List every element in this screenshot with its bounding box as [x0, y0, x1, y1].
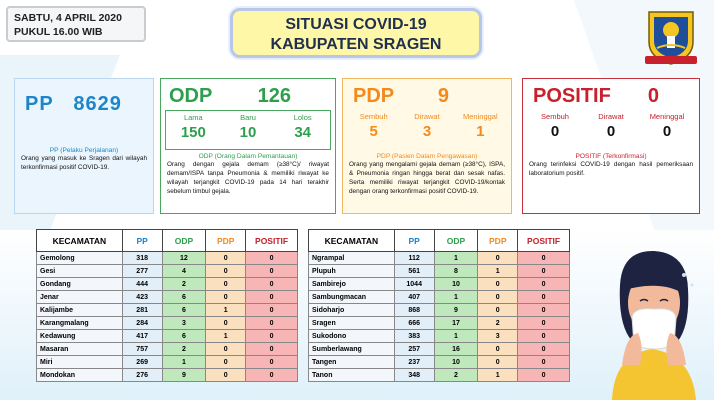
- cell-odp: 2: [162, 343, 206, 356]
- cell-positif: 0: [518, 252, 570, 265]
- table-row: [37, 304, 298, 317]
- cell-positif: 0: [246, 265, 298, 278]
- odp-baru-value: 10: [239, 124, 257, 141]
- cell-odp: 10: [434, 356, 478, 369]
- cell-pdp: 0: [478, 304, 518, 317]
- positif-desc-title: POSITIF (Terkonfirmasi): [575, 153, 647, 160]
- positif-dirawat-label: Dirawat: [598, 112, 624, 121]
- cell-odp: 6: [162, 291, 206, 304]
- table-1-body: [37, 252, 298, 382]
- cell-positif: 0: [518, 330, 570, 343]
- cell-pp: 318: [122, 252, 162, 265]
- cell-pp: 237: [394, 356, 434, 369]
- header-positif: POSITIF: [518, 230, 570, 252]
- odp-lama-label: Lama: [183, 113, 203, 122]
- cell-kecamatan: Gondang: [37, 278, 123, 291]
- pdp-label: PDP: [353, 85, 395, 107]
- cell-pdp: 0: [478, 252, 518, 265]
- cell-odp: 6: [162, 330, 206, 343]
- cell-odp: 16: [434, 343, 478, 356]
- pdp-value: 9: [437, 85, 449, 107]
- table-row: [37, 291, 298, 304]
- table-row: [37, 265, 298, 278]
- cell-pp: 757: [122, 343, 162, 356]
- cell-pdp: 0: [206, 343, 246, 356]
- cell-pp: 284: [122, 317, 162, 330]
- cell-pp: 407: [394, 291, 434, 304]
- cell-pp: 112: [394, 252, 434, 265]
- cell-odp: 8: [434, 265, 478, 278]
- cell-positif: 0: [246, 304, 298, 317]
- table-row: [309, 278, 570, 291]
- odp-card: [160, 78, 336, 214]
- cell-odp: 9: [162, 369, 206, 382]
- odp-header: [161, 79, 335, 108]
- page-title: [230, 8, 482, 58]
- pdp-sembuh-label: Sembuh: [359, 112, 388, 121]
- pp-label: PP: [25, 93, 54, 115]
- pp-card: [14, 78, 154, 214]
- cell-pdp: 0: [206, 317, 246, 330]
- cell-odp: 2: [162, 278, 206, 291]
- table-row: [309, 369, 570, 382]
- table-row: [37, 369, 298, 382]
- positif-dirawat: [583, 110, 639, 150]
- table-row: [309, 291, 570, 304]
- header-pdp: PDP: [478, 230, 518, 252]
- cell-positif: 0: [518, 343, 570, 356]
- cell-positif: 0: [518, 317, 570, 330]
- cell-positif: 0: [246, 317, 298, 330]
- table-row: [309, 330, 570, 343]
- cell-pdp: 0: [478, 356, 518, 369]
- kecamatan-table-1: [36, 229, 298, 382]
- cell-pdp: 0: [478, 343, 518, 356]
- odp-label: ODP: [169, 85, 213, 107]
- cell-kecamatan: Masaran: [37, 343, 123, 356]
- cell-kecamatan: Sambungmacan: [309, 291, 395, 304]
- cell-pp: 269: [122, 356, 162, 369]
- cell-pp: 444: [122, 278, 162, 291]
- pp-header: [15, 79, 153, 129]
- pdp-breakdown: [347, 110, 507, 150]
- pdp-meninggal-value: 1: [476, 123, 485, 140]
- table-row: [37, 356, 298, 369]
- cell-positif: 0: [518, 291, 570, 304]
- cell-kecamatan: Sidoharjo: [309, 304, 395, 317]
- cell-pdp: 0: [206, 291, 246, 304]
- positif-header: [523, 79, 699, 108]
- header-kecamatan: KECAMATAN: [309, 230, 395, 252]
- positif-desc: Orang terinfeksi COVID-19 dengan hasil pemeriksaan laboratorium positif.: [529, 161, 693, 177]
- pdp-sembuh-value: 5: [369, 123, 378, 140]
- positif-meninggal: [639, 110, 695, 150]
- cell-odp: 12: [162, 252, 206, 265]
- odp-lolos-label: Lolos: [293, 113, 312, 122]
- cell-odp: 10: [434, 278, 478, 291]
- odp-desc: Orang dengan gejala demam (≥38°C)/ riwayat demam/ISPA tanpa Pneumonia & memiliki riwayat ke wilayah terjangkit COVID-19 pada 14 hari terakhir sebelum timbul gejala.: [167, 161, 329, 195]
- odp-lolos: [275, 111, 330, 149]
- pp-desc-title: PP (Pelaku Perjalanan): [49, 147, 119, 154]
- cell-kecamatan: Tanon: [309, 369, 395, 382]
- header-positif: POSITIF: [246, 230, 298, 252]
- positif-sembuh-value: 0: [550, 123, 560, 140]
- pdp-meninggal-label: Meninggal: [463, 112, 498, 121]
- header-pp: PP: [394, 230, 434, 252]
- cell-kecamatan: Mondokan: [37, 369, 123, 382]
- cell-pp: 666: [394, 317, 434, 330]
- positif-label: POSITIF: [533, 85, 611, 107]
- header-odp: ODP: [162, 230, 206, 252]
- cell-positif: 0: [246, 291, 298, 304]
- table-row: [309, 343, 570, 356]
- pdp-card: [342, 78, 512, 214]
- cell-positif: 0: [246, 369, 298, 382]
- cell-kecamatan: Kalijambe: [37, 304, 123, 317]
- pdp-dirawat: [400, 110, 453, 150]
- cell-kecamatan: Jenar: [37, 291, 123, 304]
- cell-positif: 0: [246, 330, 298, 343]
- cell-kecamatan: Plupuh: [309, 265, 395, 278]
- cell-positif: 0: [246, 343, 298, 356]
- emblem-icon: [643, 8, 699, 66]
- table-row: [309, 356, 570, 369]
- table-header-row: [309, 230, 570, 252]
- cell-odp: 1: [434, 330, 478, 343]
- cell-pp: 257: [394, 343, 434, 356]
- cell-pdp: 3: [478, 330, 518, 343]
- pp-value: 8629: [73, 93, 122, 115]
- cell-odp: 3: [162, 317, 206, 330]
- cell-kecamatan: Sambirejo: [309, 278, 395, 291]
- cell-positif: 0: [518, 304, 570, 317]
- positif-meninggal-value: 0: [662, 123, 672, 140]
- table-row: [37, 317, 298, 330]
- cell-odp: 1: [162, 356, 206, 369]
- cell-pp: 348: [394, 369, 434, 382]
- cell-pp: 383: [394, 330, 434, 343]
- cell-pp: 561: [394, 265, 434, 278]
- cell-positif: 0: [246, 252, 298, 265]
- positif-card: [522, 78, 700, 214]
- table-row: [37, 252, 298, 265]
- cell-pdp: 0: [478, 291, 518, 304]
- cell-pdp: 0: [206, 356, 246, 369]
- cell-odp: 17: [434, 317, 478, 330]
- positif-value: 0: [647, 85, 659, 107]
- positif-sembuh-label: Sembuh: [541, 112, 569, 121]
- cell-pp: 1044: [394, 278, 434, 291]
- cell-pp: 276: [122, 369, 162, 382]
- header-pp: PP: [122, 230, 162, 252]
- header-odp: ODP: [434, 230, 478, 252]
- cell-odp: 4: [162, 265, 206, 278]
- pdp-sembuh: [347, 110, 400, 150]
- pdp-meninggal: [454, 110, 507, 150]
- pp-desc: Orang yang masuk ke Sragen dari wilayah terkonfirmasi positif COVID-19.: [21, 155, 147, 171]
- cell-odp: 9: [434, 304, 478, 317]
- table-row: [309, 252, 570, 265]
- odp-baru-label: Baru: [240, 113, 256, 122]
- cell-positif: 0: [518, 356, 570, 369]
- cell-kecamatan: Karangmalang: [37, 317, 123, 330]
- table-row: [309, 304, 570, 317]
- odp-value: 126: [257, 85, 291, 107]
- cell-kecamatan: Ngrampal: [309, 252, 395, 265]
- table-row: [37, 278, 298, 291]
- person-sneezing-icon: [592, 245, 714, 400]
- cell-kecamatan: Sukodono: [309, 330, 395, 343]
- cell-odp: 1: [434, 252, 478, 265]
- cell-pp: 868: [394, 304, 434, 317]
- cell-kecamatan: Gesi: [37, 265, 123, 278]
- cell-pdp: 0: [206, 278, 246, 291]
- odp-lama: [166, 111, 221, 149]
- header-pdp: PDP: [206, 230, 246, 252]
- table-row: [37, 330, 298, 343]
- cell-positif: 0: [246, 278, 298, 291]
- odp-lolos-value: 34: [294, 124, 312, 141]
- cell-kecamatan: Kedawung: [37, 330, 123, 343]
- cell-kecamatan: Gemolong: [37, 252, 123, 265]
- cell-pdp: 1: [478, 265, 518, 278]
- cell-positif: 0: [518, 369, 570, 382]
- cell-pp: 423: [122, 291, 162, 304]
- cell-pp: 417: [122, 330, 162, 343]
- pdp-header: [343, 79, 511, 108]
- pdp-dirawat-label: Dirawat: [414, 112, 440, 121]
- cell-kecamatan: Sragen: [309, 317, 395, 330]
- positif-dirawat-value: 0: [606, 123, 616, 140]
- cell-pdp: 0: [206, 252, 246, 265]
- cell-positif: 0: [518, 265, 570, 278]
- positif-breakdown: [527, 110, 695, 150]
- cell-odp: 2: [434, 369, 478, 382]
- pdp-desc: Orang yang mengalami gejala demam (≥38°C), ISPA, & Pneumonia ringan hingga berat dan sesak nafas. Serta memiliki riwayat terjangkit COVID-19/kontak dengan orang terkonfirmasi positif COVID-19.: [349, 161, 505, 195]
- cell-positif: 0: [518, 278, 570, 291]
- table-header-row: [37, 230, 298, 252]
- kecamatan-table-2: [308, 229, 570, 382]
- cell-odp: 6: [162, 304, 206, 317]
- title-line-1: SITUASI COVID-19: [285, 16, 427, 33]
- table-2-body: [309, 252, 570, 382]
- odp-baru: [221, 111, 276, 149]
- title-line-2: KABUPATEN SRAGEN: [270, 36, 442, 53]
- header-kecamatan: KECAMATAN: [37, 230, 123, 252]
- cell-pdp: 0: [206, 369, 246, 382]
- date-box: [6, 6, 146, 42]
- cell-kecamatan: Sumberlawang: [309, 343, 395, 356]
- cell-pdp: 0: [478, 278, 518, 291]
- cell-pp: 281: [122, 304, 162, 317]
- cell-positif: 0: [246, 356, 298, 369]
- positif-sembuh: [527, 110, 583, 150]
- time-line: PUKUL 16.00 WIB: [14, 26, 103, 38]
- odp-lama-value: 150: [180, 124, 206, 141]
- cell-pdp: 2: [478, 317, 518, 330]
- cell-pdp: 1: [206, 330, 246, 343]
- table-row: [309, 265, 570, 278]
- cell-pdp: 1: [478, 369, 518, 382]
- table-row: [37, 343, 298, 356]
- cell-pp: 277: [122, 265, 162, 278]
- table-row: [309, 317, 570, 330]
- date-line: SABTU, 4 APRIL 2020: [14, 12, 122, 24]
- cell-kecamatan: Miri: [37, 356, 123, 369]
- positif-meninggal-label: Meninggal: [649, 112, 685, 121]
- cell-odp: 1: [434, 291, 478, 304]
- cell-kecamatan: Tangen: [309, 356, 395, 369]
- odp-breakdown: [165, 110, 331, 150]
- pdp-desc-title: PDP (Pasien Dalam Pengawasan): [376, 153, 478, 160]
- pdp-dirawat-value: 3: [422, 123, 432, 140]
- odp-desc-title: ODP (Orang Dalam Pemantauan): [198, 153, 298, 160]
- cell-pdp: 1: [206, 304, 246, 317]
- cell-pdp: 0: [206, 265, 246, 278]
